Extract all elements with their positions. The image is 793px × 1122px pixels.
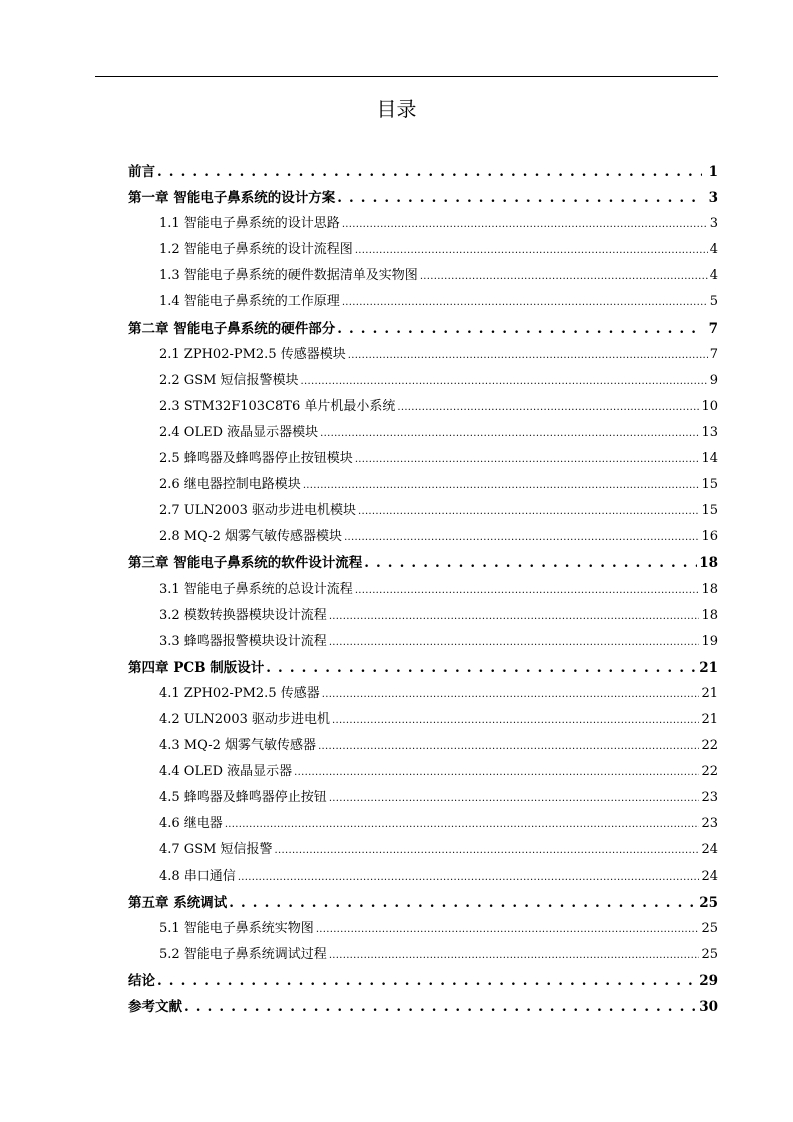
toc-dot-leader [342,211,708,237]
toc-dot-leader [329,785,700,811]
toc-section-entry[interactable] [128,603,718,629]
toc-page-number: 25 [699,894,718,911]
toc-dot-leader [303,472,700,498]
toc-page-number: 25 [701,920,718,936]
toc-entry-label: 2.3 STM32F103C8T6 单片机最小系统 [159,398,396,414]
toc-dot-leader [342,289,708,315]
toc-entry-label: 2.2 GSM 短信报警模块 [159,372,299,388]
toc-section-entry[interactable] [128,446,718,472]
toc-section-entry[interactable] [128,342,718,368]
toc-entry-label: 2.5 蜂鸣器及蜂鸣器停止按钮模块 [159,451,353,467]
toc-dot-leader [322,681,700,707]
toc-dot-leader [355,446,700,472]
toc-dot-leader [157,968,697,994]
toc-dot-leader [358,498,699,524]
toc-page-number: 4 [709,242,718,258]
toc-section-entry[interactable] [128,864,718,890]
toc-page-number: 18 [701,581,718,597]
toc-section-entry[interactable] [128,498,718,524]
toc-page-number: 29 [699,972,718,989]
toc-chapter-entry[interactable] [128,890,718,916]
toc-dot-leader [275,837,700,863]
toc-entry-label: 第三章 智能电子鼻系统的软件设计流程 [128,555,363,572]
toc-page-number: 19 [701,633,718,649]
toc-page-number: 16 [701,529,718,545]
toc-page-number: 23 [701,790,718,806]
toc-dot-leader [332,707,699,733]
toc-dot-leader [397,394,699,420]
toc-page-number: 21 [699,659,718,676]
toc-section-entry[interactable] [128,759,718,785]
toc-section-entry[interactable] [128,785,718,811]
toc-dot-leader [348,342,708,368]
toc-page-number: 18 [699,555,718,572]
toc-entry-label: 1.1 智能电子鼻系统的设计思路 [159,216,340,232]
toc-entry-label: 2.4 OLED 液晶显示器模块 [159,424,319,440]
toc-dot-leader [337,185,702,211]
toc-entry-label: 4.4 OLED 液晶显示器 [159,764,293,780]
toc-chapter-entry[interactable] [128,316,718,342]
toc-chapter-entry[interactable] [128,968,718,994]
toc-chapter-entry[interactable] [128,185,718,211]
toc-entry-label: 4.7 GSM 短信报警 [159,842,273,858]
toc-section-entry[interactable] [128,394,718,420]
toc-section-entry[interactable] [128,289,718,315]
toc-entry-label: 1.2 智能电子鼻系统的设计流程图 [159,242,353,258]
toc-section-entry[interactable] [128,577,718,603]
toc-page-number: 18 [701,607,718,623]
toc-dot-leader [364,550,697,576]
header-rule [95,76,718,77]
toc-section-entry[interactable] [128,942,718,968]
toc-entry-label: 4.3 MQ-2 烟雾气敏传感器 [159,738,317,754]
toc-page-number: 10 [701,398,718,414]
toc-dot-leader [344,524,699,550]
toc-page-number: 3 [709,216,718,232]
toc-page-number: 3 [708,190,718,207]
toc-dot-leader [355,577,700,603]
toc-entry-label: 第五章 系统调试 [128,894,228,911]
toc-page-number: 5 [709,294,718,310]
toc-section-entry[interactable] [128,681,718,707]
toc-page-number: 1 [708,164,718,180]
toc-dot-leader [157,159,702,185]
toc-page-number: 4 [709,268,718,284]
toc-entry-label: 2.1 ZPH02-PM2.5 传感器模块 [159,346,346,362]
toc-dot-leader [184,994,697,1020]
toc-page-number: 15 [701,477,718,493]
toc-chapter-entry[interactable] [128,550,718,576]
toc-section-entry[interactable] [128,420,718,446]
toc-entry-label: 4.5 蜂鸣器及蜂鸣器停止按钮 [159,790,327,806]
toc-dot-leader [329,603,700,629]
toc-page-number: 7 [709,346,718,362]
toc-section-entry[interactable] [128,211,718,237]
toc-entry-label: 5.1 智能电子鼻系统实物图 [159,920,314,936]
toc-section-entry[interactable] [128,733,718,759]
toc-entry-label: 4.2 ULN2003 驱动步进电机 [159,711,330,727]
toc-section-entry[interactable] [128,263,718,289]
toc-page-number: 21 [701,711,718,727]
toc-section-entry[interactable] [128,837,718,863]
toc-section-entry[interactable] [128,916,718,942]
toc-entry-label: 5.2 智能电子鼻系统调试过程 [159,946,327,962]
toc-dot-leader [294,759,699,785]
toc-chapter-entry[interactable] [128,655,718,681]
toc-page-number: 22 [701,764,718,780]
toc-dot-leader [238,864,700,890]
toc-entry-label: 第一章 智能电子鼻系统的设计方案 [128,190,336,207]
toc-dot-leader [318,733,699,759]
toc-entry-label: 2.8 MQ-2 烟雾气敏传感器模块 [159,529,343,545]
toc-page-number: 24 [701,842,718,858]
toc-dot-leader [301,368,708,394]
toc-entry-label: 参考文献 [128,999,182,1015]
page-title: 目录 [376,97,417,121]
toc-page-number: 14 [701,451,718,467]
toc-section-entry[interactable] [128,707,718,733]
toc-entry-label: 前言 [128,164,155,180]
toc-dot-leader [355,237,708,263]
toc-section-entry[interactable] [128,629,718,655]
toc-chapter-entry[interactable] [128,994,718,1020]
toc-dot-leader [316,916,700,942]
toc-page-number: 25 [701,946,718,962]
toc-dot-leader [329,942,700,968]
toc-dot-leader [337,316,702,342]
toc-entry-label: 结论 [128,972,155,989]
toc-dot-leader [229,890,697,916]
toc-page-number: 22 [701,738,718,754]
toc-page-number: 23 [701,816,718,832]
toc-entry-label: 4.6 继电器 [159,816,223,832]
toc-dot-leader [225,811,700,837]
toc-entry-label: 2.6 继电器控制电路模块 [159,477,301,493]
toc-page-number: 15 [701,503,718,519]
toc-dot-leader [266,655,697,681]
toc-entry-label: 第二章 智能电子鼻系统的硬件部分 [128,320,336,337]
toc-entry-label: 3.1 智能电子鼻系统的总设计流程 [159,581,353,597]
toc-dot-leader [320,420,699,446]
toc-entry-label: 1.4 智能电子鼻系统的工作原理 [159,294,340,310]
toc-page-number: 9 [709,372,718,388]
toc-entry-label: 第四章 PCB 制版设计 [128,659,265,676]
toc-page-number: 13 [701,424,718,440]
toc-section-entry[interactable] [128,524,718,550]
toc-entry-label: 4.1 ZPH02-PM2.5 传感器 [159,685,320,701]
toc-entry-label: 2.7 ULN2003 驱动步进电机模块 [159,503,356,519]
toc-dot-leader [329,629,700,655]
toc-section-entry[interactable] [128,811,718,837]
toc-page-number: 24 [701,868,718,884]
toc-section-entry[interactable] [128,472,718,498]
toc-page-number: 30 [699,999,718,1015]
toc-entry-label: 3.2 模数转换器模块设计流程 [159,607,327,623]
table-of-contents [128,159,718,1020]
toc-dot-leader [420,263,708,289]
toc-page-number: 21 [701,685,718,701]
toc-section-entry[interactable] [128,237,718,263]
toc-entry-label: 1.3 智能电子鼻系统的硬件数据清单及实物图 [159,268,418,284]
toc-entry-label: 3.3 蜂鸣器报警模块设计流程 [159,633,327,649]
toc-page-number: 7 [708,320,718,337]
toc-entry-label: 4.8 串口通信 [159,868,236,884]
toc-chapter-entry[interactable] [128,159,718,185]
toc-section-entry[interactable] [128,368,718,394]
